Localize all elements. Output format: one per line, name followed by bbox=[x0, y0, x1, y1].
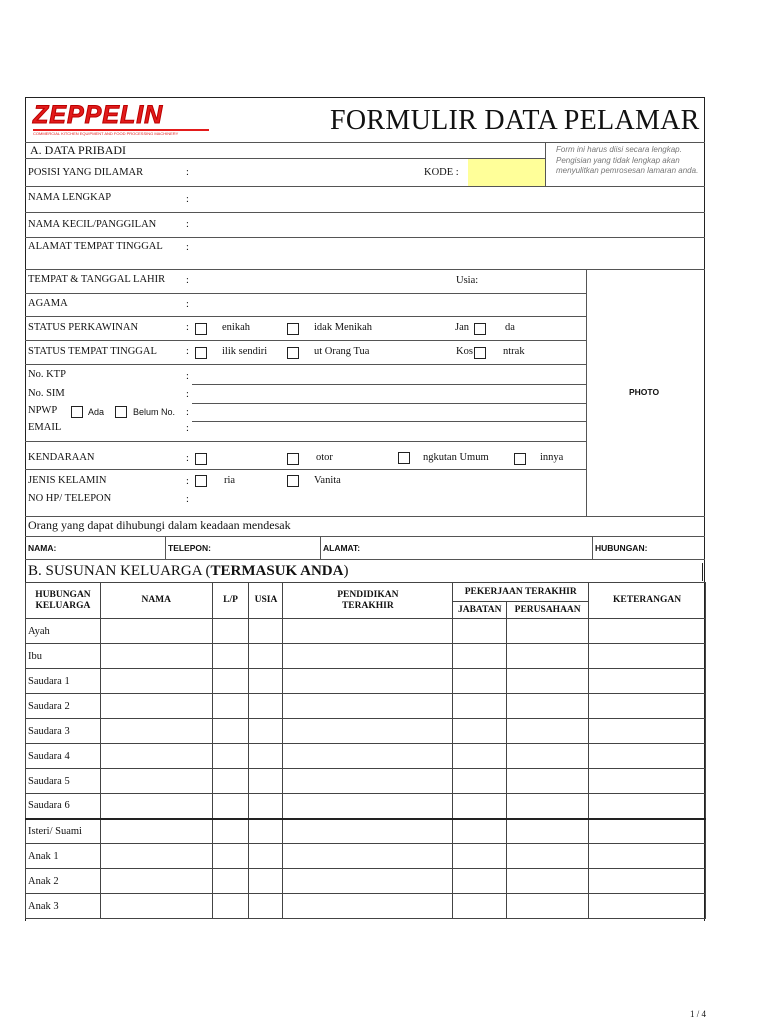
cell-nama[interactable] bbox=[100, 819, 212, 844]
label-sim: No. SIM bbox=[28, 388, 65, 399]
row-label: Ibu bbox=[26, 644, 101, 669]
label-email: EMAIL bbox=[28, 422, 62, 433]
table-row bbox=[26, 619, 706, 644]
cell-lp[interactable] bbox=[212, 644, 249, 669]
cell-usia[interactable] bbox=[249, 819, 283, 844]
cell-perusahaan[interactable] bbox=[507, 894, 589, 919]
input-ktp[interactable] bbox=[192, 366, 584, 383]
row-label: Saudara 4 bbox=[26, 744, 101, 769]
cell-jabatan[interactable] bbox=[453, 869, 507, 894]
checkbox-kendaraan-umum[interactable] bbox=[398, 452, 410, 464]
cell-pendidikan[interactable] bbox=[283, 694, 453, 719]
emergency-nama: NAMA: bbox=[28, 543, 57, 553]
cell-nama[interactable] bbox=[100, 869, 212, 894]
cell-usia[interactable] bbox=[249, 719, 283, 744]
label-alamat: ALAMAT TEMPAT TINGGAL bbox=[28, 241, 163, 252]
cell-lp[interactable] bbox=[212, 794, 249, 819]
cell-usia[interactable] bbox=[249, 744, 283, 769]
emergency-telepon: TELEPON: bbox=[168, 543, 211, 553]
form-title: FORMULIR DATA PELAMAR bbox=[330, 105, 700, 136]
cell-jabatan[interactable] bbox=[453, 894, 507, 919]
label-kode: KODE : bbox=[424, 167, 459, 178]
label-nama: NAMA LENGKAP bbox=[28, 192, 112, 203]
cell-keterangan[interactable] bbox=[589, 894, 706, 919]
row-label: Isteri/ Suami bbox=[26, 819, 101, 844]
cell-perusahaan[interactable] bbox=[507, 669, 589, 694]
label-posisi: POSISI YANG DILAMAR bbox=[28, 167, 144, 178]
row-label: Ayah bbox=[26, 619, 101, 644]
label-status-kawin: STATUS PERKAWINAN bbox=[28, 322, 139, 333]
cell-usia[interactable] bbox=[249, 769, 283, 794]
table-row bbox=[26, 719, 706, 744]
cell-usia[interactable] bbox=[249, 644, 283, 669]
cell-nama[interactable] bbox=[100, 644, 212, 669]
cell-pendidikan[interactable] bbox=[283, 844, 453, 869]
input-npwp[interactable] bbox=[192, 404, 584, 420]
cell-keterangan[interactable] bbox=[589, 669, 706, 694]
checkbox-tidak-menikah[interactable] bbox=[287, 323, 299, 335]
checkbox-milik-sendiri[interactable] bbox=[195, 347, 207, 359]
label-panggilan: NAMA KECIL/PANGGILAN bbox=[28, 219, 157, 230]
col-pendidikan: PENDIDIKAN TERAKHIR bbox=[283, 583, 453, 619]
cell-usia[interactable] bbox=[249, 619, 283, 644]
checkbox-kendaraan-pribadi[interactable] bbox=[195, 453, 207, 465]
cell-pendidikan[interactable] bbox=[283, 669, 453, 694]
cell-pendidikan[interactable] bbox=[283, 819, 453, 844]
family-table bbox=[25, 582, 706, 919]
company-logo bbox=[33, 103, 209, 137]
cell-jabatan[interactable] bbox=[453, 744, 507, 769]
input-panggilan[interactable] bbox=[192, 213, 702, 237]
cell-jabatan[interactable] bbox=[453, 769, 507, 794]
cell-keterangan[interactable] bbox=[589, 819, 706, 844]
cell-lp[interactable] bbox=[212, 769, 249, 794]
cell-nama[interactable] bbox=[100, 719, 212, 744]
cell-perusahaan[interactable] bbox=[507, 619, 589, 644]
cell-pendidikan[interactable] bbox=[283, 644, 453, 669]
table-row bbox=[26, 769, 706, 794]
col-hubungan: HUBUNGAN KELUARGA bbox=[26, 583, 101, 619]
cell-lp[interactable] bbox=[212, 669, 249, 694]
row-label: Saudara 3 bbox=[26, 719, 101, 744]
cell-jabatan[interactable] bbox=[453, 669, 507, 694]
cell-perusahaan[interactable] bbox=[507, 869, 589, 894]
cell-pendidikan[interactable] bbox=[283, 744, 453, 769]
table-row bbox=[26, 819, 706, 844]
input-kode[interactable] bbox=[468, 159, 545, 186]
cell-lp[interactable] bbox=[212, 619, 249, 644]
cell-keterangan[interactable] bbox=[589, 869, 706, 894]
table-row bbox=[26, 644, 706, 669]
label-hp: NO HP/ TELEPON bbox=[28, 493, 112, 504]
cell-jabatan[interactable] bbox=[453, 819, 507, 844]
cell-pendidikan[interactable] bbox=[283, 619, 453, 644]
cell-pendidikan[interactable] bbox=[283, 894, 453, 919]
checkbox-wanita[interactable] bbox=[287, 475, 299, 487]
table-row bbox=[26, 894, 706, 919]
cell-keterangan[interactable] bbox=[589, 619, 706, 644]
logo-text: ZEPPELIN bbox=[33, 101, 164, 129]
label-ktp: No. KTP bbox=[28, 369, 66, 380]
row-label: Anak 1 bbox=[26, 844, 101, 869]
cell-keterangan[interactable] bbox=[589, 694, 706, 719]
col-keterangan: KETERANGAN bbox=[589, 583, 706, 619]
cell-keterangan[interactable] bbox=[589, 794, 706, 819]
col-nama: NAMA bbox=[100, 583, 212, 619]
cell-jabatan[interactable] bbox=[453, 619, 507, 644]
cell-perusahaan[interactable] bbox=[507, 719, 589, 744]
input-email[interactable] bbox=[192, 422, 584, 438]
row-label: Saudara 6 bbox=[26, 794, 101, 819]
row-label: Anak 2 bbox=[26, 869, 101, 894]
row-label: Saudara 1 bbox=[26, 669, 101, 694]
cell-keterangan[interactable] bbox=[589, 844, 706, 869]
cell-usia[interactable] bbox=[249, 694, 283, 719]
input-hp[interactable] bbox=[192, 489, 582, 513]
cell-pendidikan[interactable] bbox=[283, 719, 453, 744]
section-b-title: B. SUSUNAN KELUARGA (TERMASUK ANDA) bbox=[28, 563, 349, 579]
col-lp: L/P bbox=[212, 583, 249, 619]
table-row bbox=[26, 694, 706, 719]
cell-nama[interactable] bbox=[100, 619, 212, 644]
checkbox-npwp-belum[interactable] bbox=[115, 406, 127, 418]
cell-usia[interactable] bbox=[249, 669, 283, 694]
cell-nama[interactable] bbox=[100, 844, 212, 869]
cell-keterangan[interactable] bbox=[589, 719, 706, 744]
cell-lp[interactable] bbox=[212, 744, 249, 769]
logo-tagline: COMMERCIAL KITCHEN EQUIPMENT AND FOOD PROCESSING MACHINERY bbox=[33, 131, 179, 136]
label-ttl: TEMPAT & TANGGAL LAHIR bbox=[28, 274, 166, 285]
cell-nama[interactable] bbox=[100, 744, 212, 769]
table-row bbox=[26, 744, 706, 769]
cell-perusahaan[interactable] bbox=[507, 744, 589, 769]
label-kendaraan: KENDARAAN bbox=[28, 452, 95, 463]
row-label: Saudara 2 bbox=[26, 694, 101, 719]
photo-label: PHOTO bbox=[629, 387, 660, 397]
checkbox-npwp-ada[interactable] bbox=[71, 406, 83, 418]
cell-pendidikan[interactable] bbox=[283, 769, 453, 794]
col-jabatan: JABATAN bbox=[453, 602, 507, 619]
cell-nama[interactable] bbox=[100, 794, 212, 819]
cell-lp[interactable] bbox=[212, 869, 249, 894]
col-perusahaan: PERUSAHAAN bbox=[507, 602, 589, 619]
cell-lp[interactable] bbox=[212, 694, 249, 719]
page-number: 1 / 4 bbox=[690, 1009, 707, 1019]
cell-perusahaan[interactable] bbox=[507, 819, 589, 844]
checkbox-kendaraan-motor[interactable] bbox=[287, 453, 299, 465]
cell-usia[interactable] bbox=[249, 894, 283, 919]
cell-perusahaan[interactable] bbox=[507, 769, 589, 794]
checkbox-kendaraan-lainnya[interactable] bbox=[514, 453, 526, 465]
row-label: Anak 3 bbox=[26, 894, 101, 919]
input-alamat[interactable] bbox=[192, 238, 702, 268]
cell-nama[interactable] bbox=[100, 694, 212, 719]
cell-keterangan[interactable] bbox=[589, 644, 706, 669]
section-a-title: A. DATA PRIBADI bbox=[30, 143, 127, 157]
checkbox-kos-kontrak[interactable] bbox=[474, 347, 486, 359]
emergency-hubungan: HUBUNGAN: bbox=[595, 543, 648, 553]
cell-jabatan[interactable] bbox=[453, 719, 507, 744]
emergency-alamat: ALAMAT: bbox=[323, 543, 361, 553]
cell-lp[interactable] bbox=[212, 844, 249, 869]
table-row bbox=[26, 869, 706, 894]
cell-nama[interactable] bbox=[100, 669, 212, 694]
input-posisi[interactable] bbox=[192, 160, 412, 184]
label-npwp: NPWP bbox=[28, 405, 58, 416]
cell-jabatan[interactable] bbox=[453, 844, 507, 869]
cell-perusahaan[interactable] bbox=[507, 794, 589, 819]
input-ttl[interactable] bbox=[192, 270, 452, 292]
cell-jabatan[interactable] bbox=[453, 694, 507, 719]
cell-lp[interactable] bbox=[212, 819, 249, 844]
cell-perusahaan[interactable] bbox=[507, 844, 589, 869]
cell-usia[interactable] bbox=[249, 794, 283, 819]
cell-nama[interactable] bbox=[100, 894, 212, 919]
cell-keterangan[interactable] bbox=[589, 744, 706, 769]
table-row bbox=[26, 794, 706, 819]
cell-perusahaan[interactable] bbox=[507, 694, 589, 719]
cell-lp[interactable] bbox=[212, 719, 249, 744]
cell-perusahaan[interactable] bbox=[507, 644, 589, 669]
cell-jabatan[interactable] bbox=[453, 644, 507, 669]
input-nama[interactable] bbox=[192, 187, 702, 211]
row-label: Saudara 5 bbox=[26, 769, 101, 794]
cell-nama[interactable] bbox=[100, 769, 212, 794]
cell-pendidikan[interactable] bbox=[283, 869, 453, 894]
checkbox-pria[interactable] bbox=[195, 475, 207, 487]
label-kelamin: JENIS KELAMIN bbox=[28, 475, 107, 486]
col-pekerjaan: PEKERJAAN TERAKHIR bbox=[453, 583, 589, 602]
cell-keterangan[interactable] bbox=[589, 769, 706, 794]
checkbox-menikah[interactable] bbox=[195, 323, 207, 335]
checkbox-ikut-orang-tua[interactable] bbox=[287, 347, 299, 359]
cell-jabatan[interactable] bbox=[453, 794, 507, 819]
label-usia: Usia: bbox=[456, 275, 479, 286]
label-agama: AGAMA bbox=[28, 298, 68, 309]
emergency-title: Orang yang dapat dihubungi dalam keadaan mendesak bbox=[28, 518, 291, 532]
checkbox-janda-duda[interactable] bbox=[474, 323, 486, 335]
table-row bbox=[26, 844, 706, 869]
input-agama[interactable] bbox=[192, 294, 582, 315]
label-status-tinggal: STATUS TEMPAT TINGGAL bbox=[28, 346, 157, 357]
input-sim[interactable] bbox=[192, 385, 584, 402]
cell-usia[interactable] bbox=[249, 869, 283, 894]
cell-pendidikan[interactable] bbox=[283, 794, 453, 819]
table-row bbox=[26, 669, 706, 694]
col-usia: USIA bbox=[249, 583, 283, 619]
cell-usia[interactable] bbox=[249, 844, 283, 869]
form-note: Form ini harus diisi secara lengkap. Pengisian yang tidak lengkap akan menyulitkan pemrosesan lamaran anda. bbox=[556, 145, 699, 175]
cell-lp[interactable] bbox=[212, 894, 249, 919]
